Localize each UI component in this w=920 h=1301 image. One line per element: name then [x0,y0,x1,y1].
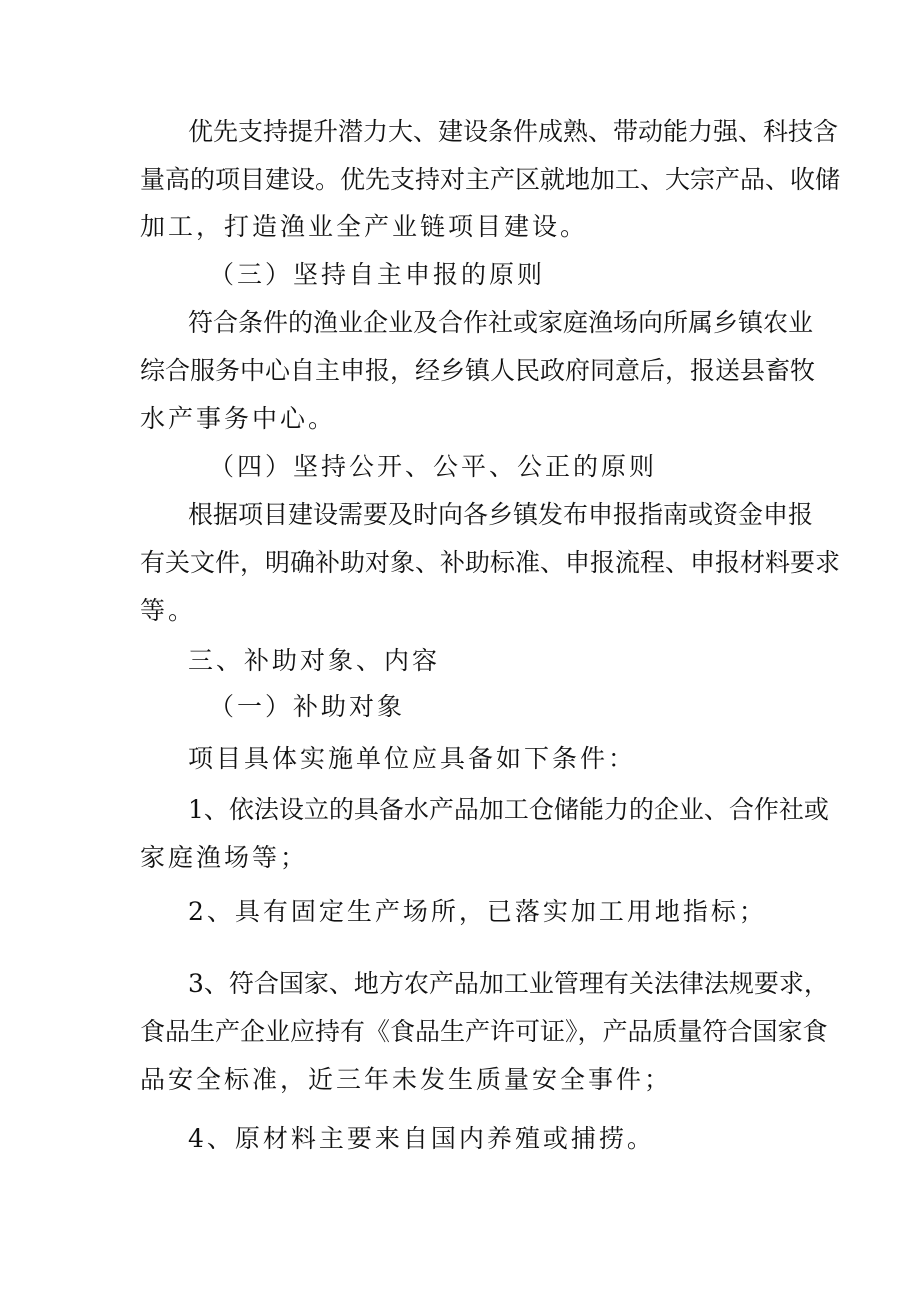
paragraph-line: 项目具体实施单位应具备如下条件： [188,744,637,773]
list-item-line: 食品生产企业应持有《食品生产许可证》，产品质量符合国家食 [140,1017,828,1046]
list-item-line: 4、原材料主要来自国内养殖或捕捞。 [188,1124,655,1153]
paragraph-line: 加工，打造渔业全产业链项目建设。 [140,212,589,241]
list-item-line: 2、具有固定生产场所，已落实加工用地指标； [188,897,767,926]
section-heading: 三、补助对象、内容 [188,646,441,675]
subheading: （四）坚持公开、公平、公正的原则 [209,452,658,481]
paragraph-line: 等。 [140,596,197,625]
paragraph-line: 水产事务中心。 [140,404,337,433]
list-item-line: 家庭渔场等； [140,843,309,872]
list-item-line: 1、依法设立的具备水产品加工仓储能力的企业、合作社或 [188,795,829,824]
paragraph-line: 符合条件的渔业企业及合作社或家庭渔场向所属乡镇农业 [188,308,814,337]
paragraph-line: 量高的项目建设。优先支持对主产区就地加工、大宗产品、收储 [140,165,841,194]
subheading: （一）补助对象 [209,692,406,721]
subheading: （三）坚持自主申报的原则 [209,260,546,289]
paragraph-line: 有关文件，明确补助对象、补助标准、申报流程、申报材料要求 [140,548,841,577]
list-item-line: 3、符合国家、地方农产品加工业管理有关法律法规要求， [188,969,829,998]
paragraph-line: 综合服务中心自主申报，经乡镇人民政府同意后，报送县畜牧 [140,356,816,385]
list-item-line: 品安全标准，近三年未发生质量安全事件； [140,1065,673,1094]
paragraph-line: 根据项目建设需要及时向各乡镇发布申报指南或资金申报 [188,500,814,529]
paragraph-line: 优先支持提升潜力大、建设条件成熟、带动能力强、科技含 [188,117,839,146]
